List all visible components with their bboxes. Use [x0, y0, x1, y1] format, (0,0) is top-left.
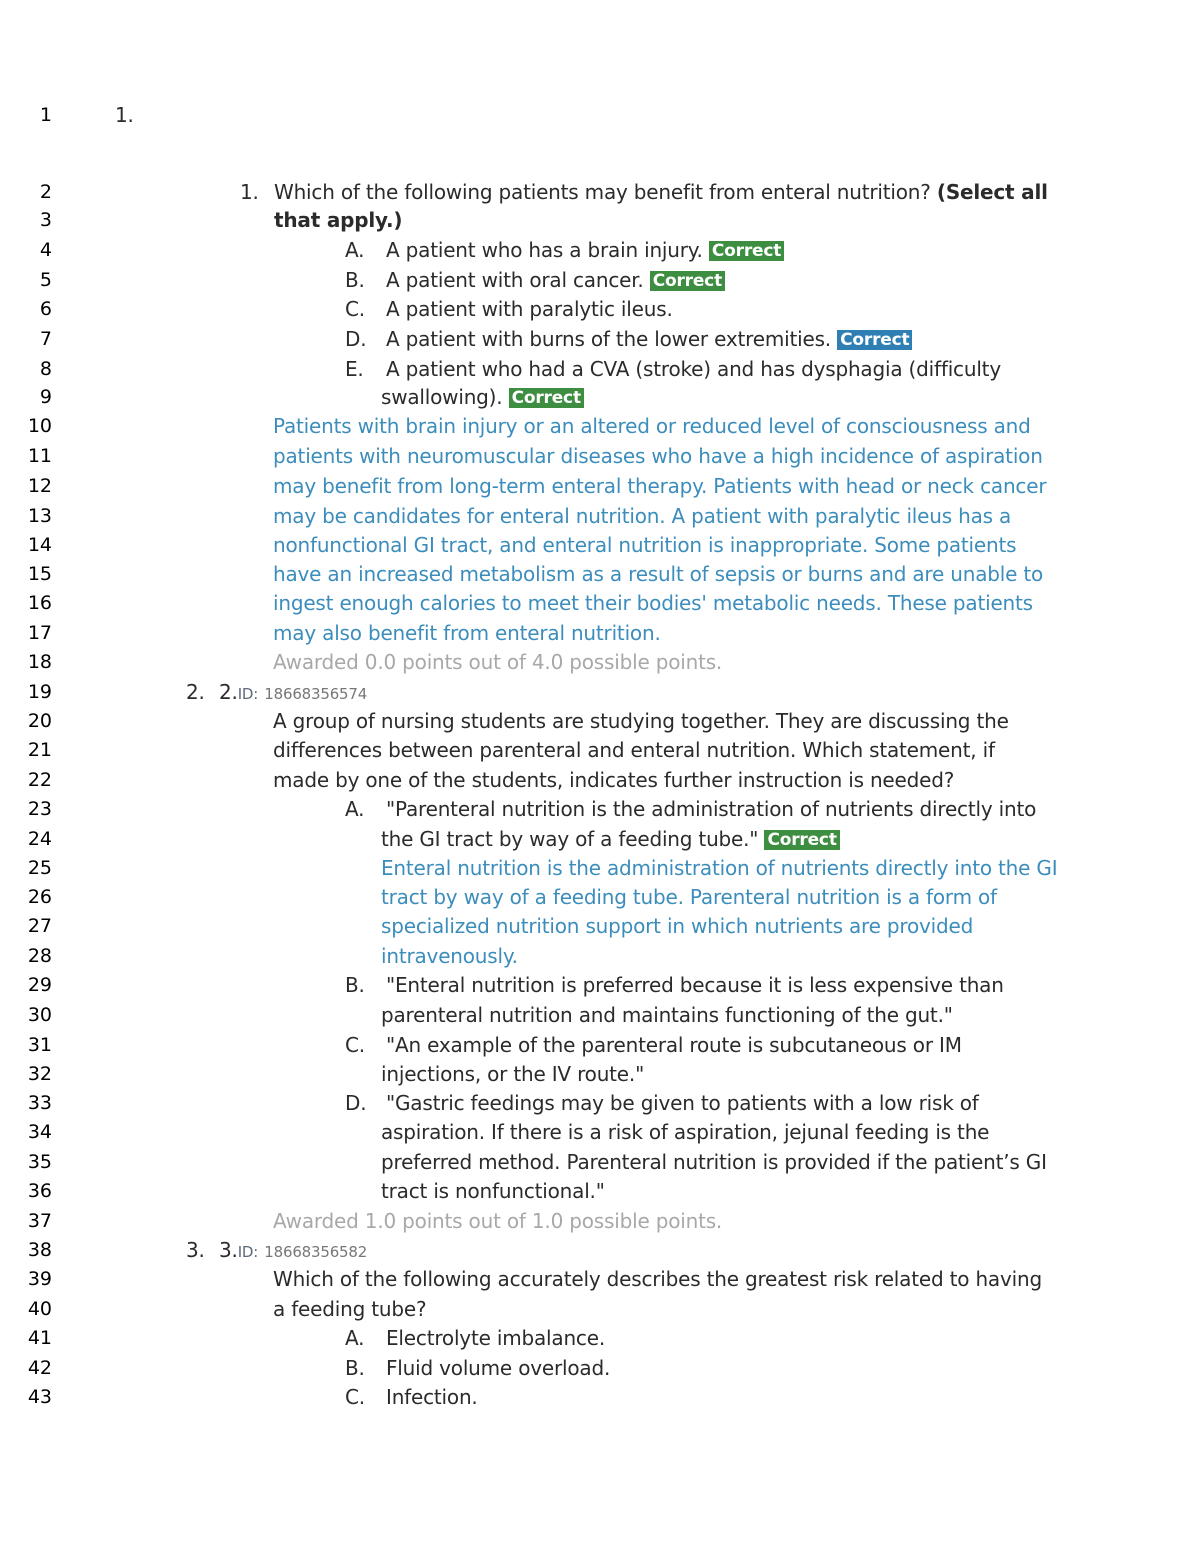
line-number: 33: [27, 1092, 52, 1114]
line-number: 30: [27, 1004, 52, 1026]
option-text: A patient who had a CVA (stroke) and has dysphagia (difficulty: [386, 357, 1001, 381]
question-number: 1.: [240, 180, 259, 204]
question-stem-line: A group of nursing students are studying together. They are discussing the: [273, 709, 1009, 733]
line-number: 5: [39, 269, 52, 291]
line-number: 37: [27, 1210, 52, 1232]
line-number: 40: [27, 1298, 52, 1320]
line-number: 19: [27, 681, 52, 703]
line-number: 8: [39, 358, 52, 380]
option-letter: C.: [345, 1033, 365, 1057]
line-number: 42: [27, 1357, 52, 1379]
line-number: 22: [27, 769, 52, 791]
rationale-line: have an increased metabolism as a result of sepsis or burns and are unable to: [273, 562, 1044, 586]
question-number: 3.: [186, 1238, 205, 1262]
line-number: 36: [27, 1180, 52, 1202]
correct-badge: Correct: [764, 830, 839, 850]
option-letter: B.: [345, 973, 365, 997]
line-number: 6: [39, 298, 52, 320]
answer-option-cont: [381, 827, 840, 851]
answer-option: [386, 238, 784, 262]
option-letter: E.: [345, 357, 364, 381]
awarded-points: Awarded 0.0 points out of 4.0 possible points.: [273, 650, 723, 674]
rationale-line: may be candidates for enteral nutrition. A patient with paralytic ileus has a: [273, 504, 1012, 528]
option-text: A patient with oral cancer.: [386, 268, 644, 292]
line-number: 12: [27, 475, 52, 497]
rationale-line: Enteral nutrition is the administration of nutrients directly into the GI: [381, 856, 1058, 880]
rationale-line: may benefit from long-term enteral therapy. Patients with head or neck cancer: [273, 474, 1047, 498]
question-stem: [274, 180, 1048, 204]
option-text: aspiration. If there is a risk of aspiration, jejunal feeding is the: [381, 1120, 990, 1144]
line-number: 13: [27, 505, 52, 527]
line-number: 29: [27, 974, 52, 996]
line-number: 9: [39, 386, 52, 408]
option-text: swallowing).: [381, 385, 503, 409]
line-number: 25: [27, 857, 52, 879]
line-number: 41: [27, 1327, 52, 1349]
line-number: 43: [27, 1386, 52, 1408]
question-stem-line: differences between parenteral and enteral nutrition. Which statement, if: [273, 738, 995, 762]
rationale-line: specialized nutrition support in which nutrients are provided: [381, 914, 974, 938]
line-number: 26: [27, 886, 52, 908]
correct-badge: Correct: [509, 388, 584, 408]
option-letter: A.: [345, 238, 365, 262]
line-number: 39: [27, 1268, 52, 1290]
line-number: 21: [27, 739, 52, 761]
line-number: 11: [27, 445, 52, 467]
id-value: 18668356574: [264, 685, 368, 703]
rationale-line: ingest enough calories to meet their bodies' metabolic needs. These patients: [273, 591, 1033, 615]
list-number: 1.: [115, 103, 134, 127]
line-number: 18: [27, 651, 52, 673]
select-instruction: (Select all: [936, 180, 1048, 204]
option-text: A patient with paralytic ileus.: [386, 297, 673, 321]
answer-option-cont: [381, 385, 584, 409]
option-letter: A.: [345, 797, 365, 821]
line-number: 28: [27, 945, 52, 967]
question-id-line: [219, 1238, 367, 1264]
line-number: 38: [27, 1239, 52, 1261]
id-value: 18668356582: [264, 1243, 368, 1261]
option-text: "An example of the parenteral route is subcutaneous or IM: [386, 1033, 962, 1057]
question-text: Which of the following patients may benefit from enteral nutrition?: [274, 180, 931, 204]
correct-badge: Correct: [709, 241, 784, 261]
option-text: Infection.: [386, 1385, 478, 1409]
line-number: 14: [27, 534, 52, 556]
question-stem-line: a feeding tube?: [273, 1297, 427, 1321]
line-number: 7: [39, 328, 52, 350]
question-stem-line: made by one of the students, indicates further instruction is needed?: [273, 768, 955, 792]
rationale-line: patients with neuromuscular diseases who have a high incidence of aspiration: [273, 444, 1043, 468]
option-text: parenteral nutrition and maintains functioning of the gut.": [381, 1003, 953, 1027]
line-number: 1: [39, 104, 52, 126]
option-text: "Gastric feedings may be given to patients with a low risk of: [386, 1091, 979, 1115]
line-number: 20: [27, 710, 52, 732]
question-number-inline: 3.: [219, 1238, 238, 1262]
correct-badge: Correct: [650, 271, 725, 291]
correct-badge: Correct: [837, 330, 912, 350]
rationale-line: tract by way of a feeding tube. Parenteral nutrition is a form of: [381, 885, 997, 909]
id-label: ID:: [237, 1243, 259, 1261]
line-number: 34: [27, 1121, 52, 1143]
line-number: 23: [27, 798, 52, 820]
select-instruction-cont: that apply.): [274, 208, 403, 232]
line-number: 32: [27, 1063, 52, 1085]
option-text: Electrolyte imbalance.: [386, 1326, 605, 1350]
option-text: injections, or the IV route.": [381, 1062, 645, 1086]
option-text: tract is nonfunctional.": [381, 1179, 605, 1203]
line-number: 4: [39, 239, 52, 261]
line-number: 35: [27, 1151, 52, 1173]
line-number: 31: [27, 1034, 52, 1056]
option-text: Fluid volume overload.: [386, 1356, 611, 1380]
option-text: "Enteral nutrition is preferred because it is less expensive than: [386, 973, 1004, 997]
rationale-line: Patients with brain injury or an altered or reduced level of consciousness and: [273, 414, 1031, 438]
option-letter: D.: [345, 327, 367, 351]
line-number: 15: [27, 563, 52, 585]
rationale-line: intravenously.: [381, 944, 518, 968]
question-stem-line: Which of the following accurately describes the greatest risk related to having: [273, 1267, 1042, 1291]
question-id-line: [219, 680, 367, 706]
line-number: 2: [39, 181, 52, 203]
id-label: ID:: [237, 685, 259, 703]
option-letter: B.: [345, 1356, 365, 1380]
option-text: A patient who has a brain injury.: [386, 238, 703, 262]
option-text: the GI tract by way of a feeding tube.": [381, 827, 759, 851]
answer-option: [386, 268, 725, 292]
option-text: "Parenteral nutrition is the administration of nutrients directly into: [386, 797, 1037, 821]
option-letter: D.: [345, 1091, 367, 1115]
option-letter: C.: [345, 1385, 365, 1409]
question-number-inline: 2.: [219, 680, 238, 704]
option-letter: C.: [345, 297, 365, 321]
option-text: A patient with burns of the lower extremities.: [386, 327, 831, 351]
line-number: 27: [27, 915, 52, 937]
line-number: 24: [27, 828, 52, 850]
option-letter: A.: [345, 1326, 365, 1350]
option-text: preferred method. Parenteral nutrition is provided if the patient’s GI: [381, 1150, 1047, 1174]
question-number: 2.: [186, 680, 205, 704]
line-number: 10: [27, 415, 52, 437]
option-letter: B.: [345, 268, 365, 292]
rationale-line: may also benefit from enteral nutrition.: [273, 621, 661, 645]
answer-option: [386, 327, 912, 351]
line-number: 17: [27, 622, 52, 644]
line-number: 16: [27, 592, 52, 614]
awarded-points: Awarded 1.0 points out of 1.0 possible points.: [273, 1209, 723, 1233]
line-number: 3: [39, 209, 52, 231]
rationale-line: nonfunctional GI tract, and enteral nutrition is inappropriate. Some patients: [273, 533, 1017, 557]
